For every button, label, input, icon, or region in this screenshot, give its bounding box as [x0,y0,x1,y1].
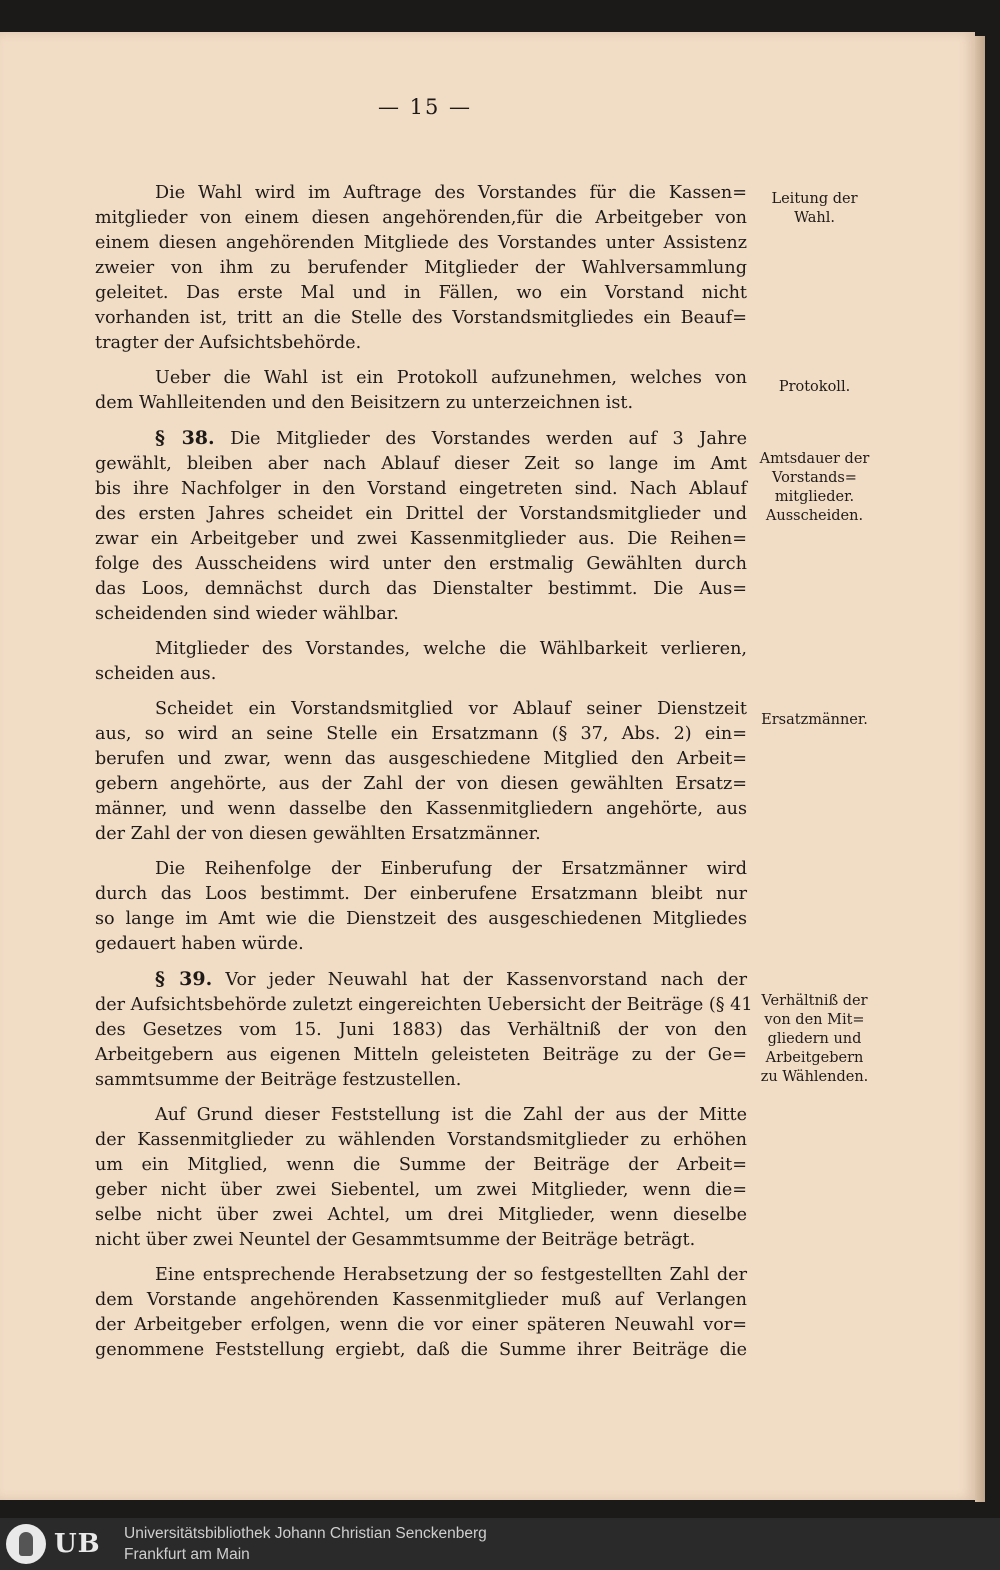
text-line [95,1128,747,1153]
paragraph [95,181,747,356]
text-line [95,822,747,847]
margin-note-verhaeltniss [752,992,877,1087]
text-line [95,552,747,577]
text-line-content: Scheidet ein Vorstandsmitglied vor Ablauf seiner Dienstzeit [155,699,747,719]
text-line-content: der Aufsichtsbehörde zuletzt eingereichten Uebersicht der Beiträge (§ 41 [95,995,753,1015]
text-line-content: Eine entsprechende Herabsetzung der so festgestellten Zahl der [155,1265,747,1285]
text-line [95,502,747,527]
text-line [95,1288,747,1313]
text-line [95,747,747,772]
text-line-content: durch das Loos bestimmt. Der einberufene Ersatzmann bleibt nur [95,884,747,904]
text-line [95,452,747,477]
text-line-content: Mitglieder des Vorstandes, welche die Wählbarkeit verlieren, [155,639,747,659]
text-line-content: nicht über zwei Neuntel der Gesammtsumme der Beiträge beträgt. [95,1230,696,1250]
text-line [95,697,747,722]
text-line [95,256,747,281]
margin-note-line: Ersatzmänner. [761,712,868,728]
text-line [95,577,747,602]
text-line-content: berufen und zwar, wenn das ausgeschiedene Mitglied den Arbeit= [95,749,747,769]
text-line-content: selbe nicht über zwei Achtel, um drei Mitglieder, wenn dieselbe [95,1205,747,1225]
text-line [95,722,747,747]
text-line-content: sammtsumme der Beiträge festzustellen. [95,1070,462,1090]
margin-note-line: Vorstands= [772,470,857,486]
text-line [95,281,747,306]
text-line [95,993,753,1018]
paragraph [95,697,747,847]
footer-line-2: Frankfurt am Main [124,1546,250,1563]
margin-note-protokoll [752,378,877,397]
text-line-content: bis ihre Nachfolger in den Vorstand eingetreten sind. Nach Ablauf [95,479,747,499]
text-line [95,907,747,932]
text-line [95,1338,747,1363]
text-line-content: männer, und wenn dasselbe den Kassenmitgliedern angehörte, aus [95,799,747,819]
paragraph [95,967,753,1093]
text-line [95,527,747,552]
library-footer [0,1518,1000,1570]
margin-note-amtsdauer [752,450,877,526]
margin-note-line: Ausscheiden. [765,508,864,524]
paragraph [95,637,747,687]
text-line-content: Vor jeder Neuwahl hat der Kassenvorstand nach der [225,970,747,990]
text-line-content: um ein Mitglied, wenn die Summe der Beiträge der Arbeit= [95,1155,747,1175]
margin-note-line: Leitung der [771,191,858,207]
footer-line-1: Universitätsbibliothek Johann Christian Senckenberg [124,1525,487,1542]
text-line-content: des Gesetzes vom 15. Juni 1883) das Verhältniß der von den [95,1020,747,1040]
text-line-content: gewählt, bleiben aber nach Ablauf dieser Zeit so lange im Amt [95,454,747,474]
margin-note-line: Arbeitgebern [765,1050,864,1066]
text-line-content: des ersten Jahres scheidet ein Drittel der Vorstandsmitglieder und [95,504,747,524]
text-line [95,1313,747,1338]
body-text [95,181,753,1373]
text-line-content: aus, so wird an seine Stelle ein Ersatzmann (§ 37, Abs. 2) ein= [95,724,747,744]
text-line [95,857,747,882]
paragraph [95,857,747,957]
margin-note-line: Amtsdauer der [759,451,870,467]
text-line-content: der Kassenmitglieder zu wählenden Vorstandsmitglieder zu erhöhen [95,1130,747,1150]
text-line-content: geleitet. Das erste Mal und in Fällen, wo ein Vorstand nicht [95,283,747,303]
page-number: — 15 — [377,95,473,119]
text-line [95,331,747,356]
margin-note-line: Verhältniß der [761,993,868,1009]
margin-note-ersatzmaenner [752,711,877,730]
margin-note-line: von den Mit= [764,1012,865,1028]
text-line [95,231,747,256]
text-line [95,772,747,797]
footer-text [124,1523,487,1565]
paragraph [95,426,747,627]
text-line [95,366,747,391]
text-line-content: geber nicht über zwei Siebentel, um zwei Mitglieder, wenn die= [95,1180,747,1200]
text-line-content: der Zahl der von diesen gewählten Ersatzmänner. [95,824,541,844]
page-edge [975,36,985,1502]
text-line [95,477,747,502]
margin-note-line: gliedern und [767,1031,862,1047]
margin-note-line: Protokoll. [778,379,851,395]
ub-logo-text: UB [54,1528,101,1559]
margin-note-line: zu Wählenden. [760,1069,869,1085]
section-number: § 38. [155,427,215,449]
margin-note-line: Wahl. [794,210,835,226]
text-line [95,967,747,993]
section-number: § 39. [155,968,213,990]
text-line-content: der Arbeitgeber erfolgen, wenn die vor einer späteren Neuwahl vor= [95,1315,747,1335]
text-line [95,1178,747,1203]
text-line [95,206,747,231]
text-line-content: gedauert haben würde. [95,934,304,954]
margin-note-line: mitglieder. [774,489,855,505]
text-line-content: folge des Ausscheidens wird unter den erstmalig Gewählten durch [95,554,747,574]
ub-logo[interactable] [6,1524,116,1564]
text-line [95,1153,747,1178]
text-line-content: scheiden aus. [95,664,217,684]
text-line [95,1228,747,1253]
text-line-content: Ueber die Wahl ist ein Protokoll aufzunehmen, welches von [155,368,747,388]
text-line-content: zwar ein Arbeitgeber und zwei Kassenmitglieder aus. Die Reihen= [95,529,747,549]
text-line [95,181,747,206]
text-line [95,391,747,416]
text-line [95,1018,747,1043]
paragraph [95,366,747,416]
text-line-content: das Loos, demnächst durch das Dienstalter bestimmt. Die Aus= [95,579,747,599]
paragraph [95,1103,747,1253]
text-line-content: vorhanden ist, tritt an die Stelle des Vorstandsmitgliedes ein Beauf= [95,308,747,328]
text-line [95,1043,747,1068]
text-line [95,1103,747,1128]
text-line [95,882,747,907]
text-line-content: dem Wahlleitenden und den Beisitzern zu unterzeichnen ist. [95,393,634,413]
text-line-content: scheidenden sind wieder wählbar. [95,604,399,624]
text-line [95,637,747,662]
text-line-content: zweier von ihm zu berufender Mitglieder der Wahlversammlung [95,258,747,278]
text-line [95,662,747,687]
text-line-content: Die Reihenfolge der Einberufung der Ersatzmänner wird [155,859,747,879]
text-line [95,1263,747,1288]
text-line-content: einem diesen angehörenden Mitgliede des Vorstandes unter Assistenz [95,233,747,253]
text-line-content: dem Vorstande angehörenden Kassenmitglieder muß auf Verlangen [95,1290,747,1310]
text-line-content: Die Mitglieder des Vorstandes werden auf 3 Jahre [230,429,748,449]
text-line [95,1068,747,1093]
paragraph [95,1263,747,1363]
text-line [95,1203,747,1228]
text-line-content: genommene Feststellung ergiebt, daß die Summe ihrer Beiträge die [95,1340,747,1360]
text-line-content: Arbeitgebern aus eigenen Mitteln geleisteten Beiträge zu der Ge= [95,1045,747,1065]
text-line [95,602,747,627]
text-line-content: Auf Grund dieser Feststellung ist die Zahl der aus der Mitte [155,1105,747,1125]
text-line-content: so lange im Amt wie die Dienstzeit des ausgeschiedenen Mitgliedes [95,909,747,929]
margin-note-leitung [752,190,877,228]
text-line [95,426,747,452]
text-line-content: mitglieder von einem diesen angehörenden,für die Arbeitgeber von [95,208,747,228]
text-line-content: gebern angehörte, aus der Zahl der von diesen gewählten Ersatz= [95,774,747,794]
text-line [95,797,747,822]
text-line [95,306,747,331]
text-line [95,932,747,957]
text-line-content: Die Wahl wird im Auftrage des Vorstandes für die Kassen= [155,183,747,203]
text-line-content: tragter der Aufsichtsbehörde. [95,333,362,353]
crest-icon [6,1524,46,1564]
